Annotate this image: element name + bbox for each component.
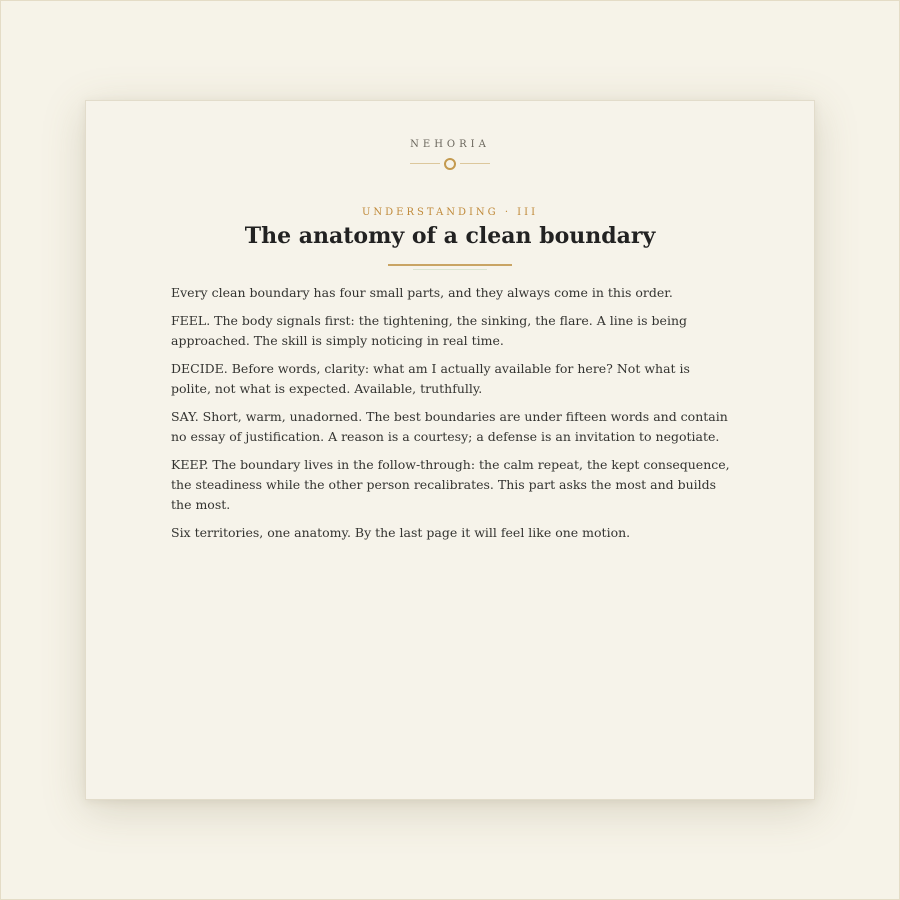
page-title: The anatomy of a clean boundary	[244, 223, 656, 249]
paragraph-feel: FEEL. The body signals first: the tightening, the sinking, the flare. A line is being approached. The skill is simply noticing in real time.	[171, 313, 688, 348]
paragraph-intro: Every clean boundary has four small parts, and they always come in this order.	[171, 285, 673, 300]
title-underline	[388, 264, 512, 266]
title-underline-secondary	[413, 269, 487, 270]
body-text	[171, 283, 731, 551]
paragraph-decide: DECIDE. Before words, clarity: what am I actually available for here? Not what is polite, not what is expected. Available, truthfully.	[171, 361, 690, 396]
brand-name: NEHORIA	[410, 139, 490, 150]
book-page	[85, 100, 815, 800]
ring-divider-icon	[410, 158, 490, 170]
paragraph-say: SAY. Short, warm, unadorned. The best boundaries are under fifteen words and contain no essay of justification. A reason is a courtesy; a defense is an invitation to negotiate.	[171, 409, 728, 444]
paragraph-keep: KEEP. The boundary lives in the follow-through: the calm repeat, the kept consequence, the steadiness while the other person recalibrates. This part asks the most and builds the most.	[171, 457, 730, 512]
ornament-ring	[444, 158, 456, 170]
paragraph-closing: Six territories, one anatomy. By the last page it will feel like one motion.	[171, 525, 631, 540]
ornament-line-right	[460, 163, 490, 164]
section-kicker: UNDERSTANDING · III	[361, 207, 539, 218]
ornament-line-left	[410, 163, 440, 164]
